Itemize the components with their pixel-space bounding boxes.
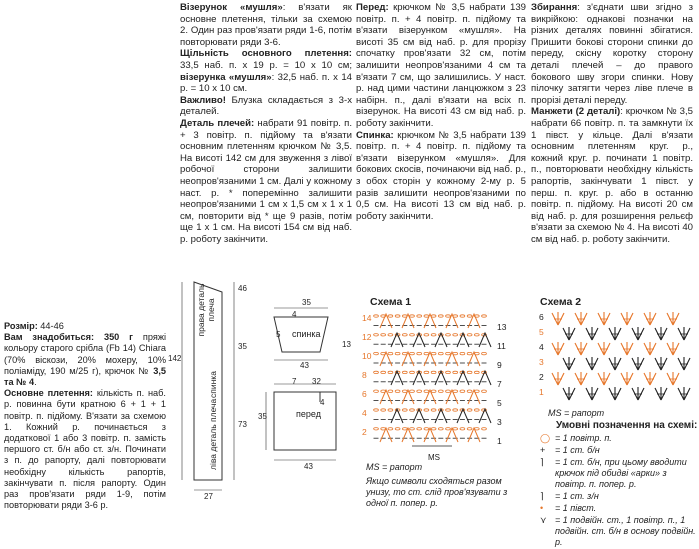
chain-stitch-symbol (431, 334, 436, 336)
shoulder-label-right: права деталь плеча (196, 283, 216, 337)
scheme1-row-number: 2 (362, 427, 367, 437)
front-dim-43: 43 (304, 462, 313, 471)
anchor-stitch-symbol (621, 342, 633, 355)
front-dim-32: 32 (312, 377, 321, 386)
chain-stitch-symbol (467, 409, 472, 411)
scheme1-row-number: 14 (362, 313, 372, 323)
legend-symbol-icon: ⌉ (540, 457, 544, 467)
chain-stitch-symbol (438, 315, 443, 317)
anchor-stitch-symbol (621, 312, 633, 325)
anchor-stitch-symbol (644, 342, 656, 355)
fan-stitch-symbol (424, 314, 436, 328)
legend-title: Умовні позначення на схемі: (556, 420, 698, 431)
chain-stitch-symbol (424, 334, 429, 336)
chain-stitch-symbol (402, 409, 407, 411)
chain-stitch-symbol (453, 371, 458, 373)
chain-stitch-symbol (482, 352, 487, 354)
chain-stitch-symbol (431, 409, 436, 411)
chain-stitch-symbol (424, 315, 429, 317)
anchor-stitch-symbol (563, 387, 575, 400)
anchor-stitch-symbol (563, 357, 575, 370)
chain-stitch-symbol (381, 334, 386, 336)
scheme1-row-number: 5 (497, 398, 502, 408)
scheme1-row-number: 12 (362, 332, 372, 342)
chain-stitch-symbol (467, 390, 472, 392)
legend-symbol-icon: + (540, 445, 546, 455)
chain-stitch-symbol (446, 390, 451, 392)
fan-stitch-symbol (413, 333, 425, 347)
scheme1-row-number: 11 (497, 341, 506, 351)
legend-text: = 1 ст. з/н (555, 491, 599, 501)
fan-stitch-symbol (446, 314, 458, 328)
chain-stitch-symbol (431, 428, 436, 430)
anchor-stitch-symbol (678, 357, 690, 370)
chain-stitch-symbol (446, 409, 451, 411)
fan-stitch-symbol (402, 352, 414, 366)
chain-stitch-symbol (431, 371, 436, 373)
dim-73: 73 (238, 420, 247, 429)
scheme2-row-number: 3 (539, 357, 544, 367)
legend-text: = 1 подвійн. ст., 1 повітр. п., 1 подвійн. ст. б/н в основу подвійн. р. (555, 515, 696, 547)
chain-stitch-symbol (453, 409, 458, 411)
fan-stitch-symbol (380, 352, 392, 366)
scheme1-chart (372, 312, 492, 448)
chain-stitch-symbol (460, 315, 465, 317)
anchor-stitch-symbol (586, 327, 598, 340)
chain-stitch-symbol (402, 334, 407, 336)
anchor-stitch-symbol (667, 372, 679, 385)
scheme2-row-number: 2 (539, 372, 544, 382)
chain-stitch-symbol (460, 352, 465, 354)
fan-stitch-symbol (402, 314, 414, 328)
anchor-stitch-symbol (598, 312, 610, 325)
fan-stitch-symbol (468, 314, 480, 328)
chain-stitch-symbol (374, 371, 379, 373)
scheme1-row-number: 7 (497, 379, 502, 389)
anchor-stitch-symbol (609, 327, 621, 340)
anchor-stitch-symbol (644, 372, 656, 385)
anchor-stitch-symbol (667, 312, 679, 325)
anchor-stitch-symbol (586, 357, 598, 370)
fan-stitch-symbol (380, 314, 392, 328)
front-label: перед (296, 409, 321, 419)
chain-stitch-symbol (388, 371, 393, 373)
fan-stitch-symbol (479, 371, 491, 385)
chain-stitch-symbol (402, 390, 407, 392)
legend-item (540, 457, 698, 490)
scheme1-row-number: 9 (497, 360, 502, 370)
chain-stitch-symbol (388, 390, 393, 392)
chain-stitch-symbol (410, 334, 415, 336)
chain-stitch-symbol (446, 315, 451, 317)
chain-stitch-symbol (374, 428, 379, 430)
fan-stitch-symbol (435, 371, 447, 385)
anchor-stitch-symbol (655, 387, 667, 400)
scheme2-rapport: MS = рапорт (548, 408, 605, 418)
back-dim-35: 35 (302, 298, 311, 307)
legend-symbol-icon: ⋎ (540, 515, 547, 525)
front-piece-outline (274, 392, 336, 450)
scheme2-row-number: 6 (539, 312, 544, 322)
fan-stitch-symbol (446, 352, 458, 366)
anchor-stitch-symbol (644, 312, 656, 325)
chain-stitch-symbol (424, 390, 429, 392)
chain-stitch-symbol (453, 390, 458, 392)
chain-stitch-symbol (410, 428, 415, 430)
chain-stitch-symbol (482, 315, 487, 317)
anchor-stitch-symbol (678, 387, 690, 400)
chain-stitch-symbol (410, 371, 415, 373)
chain-stitch-symbol (395, 315, 400, 317)
back-dim-13: 13 (342, 340, 351, 349)
fan-stitch-symbol (435, 333, 447, 347)
column-3: Збирання: з'єднати шви згідно з викрійкою: однакові позначки на різних деталях повинні збігатися. Пришити бокові сторони спинки до переду, скісну коротку сторону деталі плечей – до правого бокового шву згори спинки. Нову пілочку затягти через ліве плече в прорізі деталі переду. Манжети (2 деталі): крючком № 3,5 набрати 66 повітр. п. та замкнути їх 1 півст. у кільце. Далі в'язати основним плетенням круг. р., кожний круг. р. починати 1 повітр. п., повторювати необхідну кількість рапортів, закінчувати 1 півст. у перш. п. круг. р. або в останню повітр. п. підйому. На висоті 20 см від наб. р. для розширення рельєф в'язати за схемою № 4. На висоті 40 см від наб. р. роботу закінчити. (531, 2, 693, 245)
dim-27: 27 (204, 492, 213, 501)
fan-stitch-symbol (413, 371, 425, 385)
chain-stitch-symbol (431, 352, 436, 354)
chain-stitch-symbol (410, 390, 415, 392)
legend-text: = 1 ст. б/н, при цьому вводити крючок під обидві «арки» з повітр. п. попер. р. (555, 457, 687, 489)
chain-stitch-symbol (482, 428, 487, 430)
chain-stitch-symbol (402, 428, 407, 430)
fan-stitch-symbol (479, 333, 491, 347)
chain-stitch-symbol (474, 371, 479, 373)
chain-stitch-symbol (410, 315, 415, 317)
back-dim-5: 5 (276, 330, 281, 339)
back-dim-4: 4 (292, 310, 297, 319)
legend-item (540, 445, 698, 456)
scheme1-row-number: 1 (497, 436, 502, 446)
chain-stitch-symbol (417, 428, 422, 430)
anchor-stitch-symbol (621, 372, 633, 385)
chain-stitch-symbol (467, 352, 472, 354)
anchor-stitch-symbol (632, 327, 644, 340)
chain-stitch-symbol (438, 428, 443, 430)
anchor-stitch-symbol (598, 372, 610, 385)
shoulder-label-left: ліва деталь плеча (208, 398, 218, 470)
chain-stitch-symbol (482, 390, 487, 392)
scheme1-note: Якщо символи сходяться разом унизу, то ст. слід пров'язувати з одної п. попер. р. (366, 476, 508, 508)
chain-stitch-symbol (446, 371, 451, 373)
scheme1-title: Схема 1 (370, 296, 412, 308)
legend-item (540, 433, 698, 444)
chain-stitch-symbol (388, 352, 393, 354)
chain-stitch-symbol (438, 352, 443, 354)
chain-stitch-symbol (410, 352, 415, 354)
scheme1-ms-label: MS (428, 453, 440, 462)
chain-stitch-symbol (417, 315, 422, 317)
scheme1-row-number: 13 (497, 322, 507, 332)
chain-stitch-symbol (388, 334, 393, 336)
legend-symbol-icon: • (540, 503, 544, 513)
column-1: Візерунок «мушля»: в'язати як основне плетення, тільки за схемою 2. Один раз пров'язати ряди 1-6, потім повторювати ряди 3-6. Щільність основного плетення: 33,5 наб. п. х 19 р. = 10 х 10 см; візерунка «мушля»: 32,5 наб. п. х 14 р. = 10 х 10 см. Важливо! Блузка складається з 3-х деталей. Деталь плечей: набрати 91 повітр. п. + 3 повітр. п. підйому та в'язати основним плетенням крючком № 3,5. На висоті 142 см для звуження з лівої робочої сторони залишити неопров'язаними 1 см. Далі у кожному наст. р. * поперемінно залишити неопров'язаними 1 см х 1,5 см х 1 х 1 см, повторити від * ще 9 разів, потім ще 1 х 1 см. На висоті 154 см від наб. р. роботу закінчити. (180, 2, 353, 245)
legend-symbol-icon: ◯ (540, 433, 551, 443)
chain-stitch-symbol (395, 428, 400, 430)
chain-stitch-symbol (474, 409, 479, 411)
front-dim-35: 35 (258, 412, 267, 421)
chain-stitch-symbol (467, 371, 472, 373)
legend-item (540, 515, 698, 548)
back-side-label: спинка (208, 371, 218, 398)
legend-list (540, 433, 698, 549)
anchor-stitch-symbol (552, 342, 564, 355)
chain-stitch-symbol (424, 428, 429, 430)
chain-stitch-symbol (374, 409, 379, 411)
chain-stitch-symbol (374, 315, 379, 317)
chain-stitch-symbol (474, 334, 479, 336)
legend-text: = 1 повітр. п. (555, 433, 612, 443)
scheme1-row-number: 4 (362, 408, 367, 418)
anchor-stitch-symbol (678, 327, 690, 340)
chain-stitch-symbol (460, 428, 465, 430)
chain-stitch-symbol (374, 390, 379, 392)
legend-symbol-icon: ⌉ (540, 491, 544, 501)
scheme2-title: Схема 2 (540, 296, 582, 308)
anchor-stitch-symbol (632, 357, 644, 370)
dim-142: 142 (168, 354, 182, 363)
anchor-stitch-symbol (575, 312, 587, 325)
anchor-stitch-symbol (655, 327, 667, 340)
back-label: спинка (292, 329, 321, 339)
anchor-stitch-symbol (552, 372, 564, 385)
chain-stitch-symbol (453, 428, 458, 430)
anchor-stitch-symbol (609, 357, 621, 370)
chain-stitch-symbol (424, 409, 429, 411)
anchor-stitch-symbol (667, 342, 679, 355)
chain-stitch-symbol (388, 315, 393, 317)
chain-stitch-symbol (410, 409, 415, 411)
chain-stitch-symbol (446, 428, 451, 430)
scheme1-row-number: 3 (497, 417, 502, 427)
scheme1-row-number: 8 (362, 370, 367, 380)
chain-stitch-symbol (395, 390, 400, 392)
chain-stitch-symbol (460, 390, 465, 392)
anchor-stitch-symbol (575, 372, 587, 385)
scheme1-rapport: MS = рапорт (366, 462, 423, 472)
chain-stitch-symbol (467, 428, 472, 430)
chain-stitch-symbol (431, 390, 436, 392)
anchor-stitch-symbol (655, 357, 667, 370)
scheme1-row-number: 10 (362, 351, 372, 361)
chain-stitch-symbol (431, 315, 436, 317)
chain-stitch-symbol (417, 352, 422, 354)
column-2: Перед: крючком № 3,5 набрати 139 повітр. п. + 4 повітр. п. підйому та в'язати візерунком «мушля». На висоті 35 см від наб. р. для прорізу спочатку пров'язати 32 см, потім залишити неопров'язаними 4 см та в'язати 7 см, що залишились. У наст. р. над цими частини ланцюжком з 23 набірн. п., далі в'язати на всіх п. візерунок. На висоті 43 см від наб. р. роботу закінчити. Спинка: крючком № 3,5 набрати 139 повітр. п. + 4 повітр. п. підйому та в'язати візерунком «мушля». Для бокових скосів, починаючи від наб. р., з обох сторін у кожному 2-му р. 5 разів залишити неопров'язаними по 0,5 см. На висоті 13 см від наб. р. роботу закінчити. (356, 2, 526, 222)
legend-text: = 1 ст. б/н (555, 445, 600, 455)
scheme2-chart (548, 311, 698, 403)
chain-stitch-symbol (374, 352, 379, 354)
legend-text: = 1 півст. (555, 503, 597, 513)
chain-stitch-symbol (381, 409, 386, 411)
dim-46: 46 (238, 284, 247, 293)
chain-stitch-symbol (374, 334, 379, 336)
chain-stitch-symbol (417, 390, 422, 392)
chain-stitch-symbol (381, 371, 386, 373)
chain-stitch-symbol (388, 428, 393, 430)
dim-35: 35 (238, 342, 247, 351)
scheme2-row-number: 5 (539, 327, 544, 337)
chain-stitch-symbol (446, 352, 451, 354)
anchor-stitch-symbol (632, 387, 644, 400)
legend-item (540, 491, 698, 502)
front-dim-4: 4 (320, 398, 325, 407)
fan-stitch-symbol (424, 352, 436, 366)
chain-stitch-symbol (424, 371, 429, 373)
scheme2-row-number: 1 (539, 387, 544, 397)
chain-stitch-symbol (446, 334, 451, 336)
front-dim-7: 7 (292, 377, 297, 386)
anchor-stitch-symbol (609, 387, 621, 400)
chain-stitch-symbol (453, 334, 458, 336)
anchor-stitch-symbol (586, 387, 598, 400)
anchor-stitch-symbol (563, 327, 575, 340)
anchor-stitch-symbol (598, 342, 610, 355)
back-dim-43: 43 (300, 361, 309, 370)
scheme1-row-number: 6 (362, 389, 367, 399)
anchor-stitch-symbol (575, 342, 587, 355)
chain-stitch-symbol (402, 371, 407, 373)
chain-stitch-symbol (467, 315, 472, 317)
chain-stitch-symbol (388, 409, 393, 411)
chain-stitch-symbol (395, 352, 400, 354)
scheme2-row-number: 4 (539, 342, 544, 352)
anchor-stitch-symbol (552, 312, 564, 325)
left-info-block: Розмір: 44-46 Вам знадобиться: 350 г пряжі кольору старого срібла (Fb 14) Chiara (70% віскози, 20% мохеру, 10% поліаміду, 190 м/25 г), крючок № 3,5 та № 4. Основне плетення: кількість п. наб. р. повинна бути кратною 6 + 1 + 1 повітр. п. підйому. В'язати за схемою 1. Кожний р. починається з додаткової 1 або 3 повітр. п. замість першого ст. б/н або ст. з/н. Починати з п. до рапорту, далі повторювати необхідну кількість рапортів, закінчувати п. після рапорту. Один раз пров'язати ряди 1-9, потім повторювати ряди 3-6 р. (4, 321, 167, 511)
fan-stitch-symbol (468, 352, 480, 366)
chain-stitch-symbol (467, 334, 472, 336)
chain-stitch-symbol (424, 352, 429, 354)
chain-stitch-symbol (438, 390, 443, 392)
